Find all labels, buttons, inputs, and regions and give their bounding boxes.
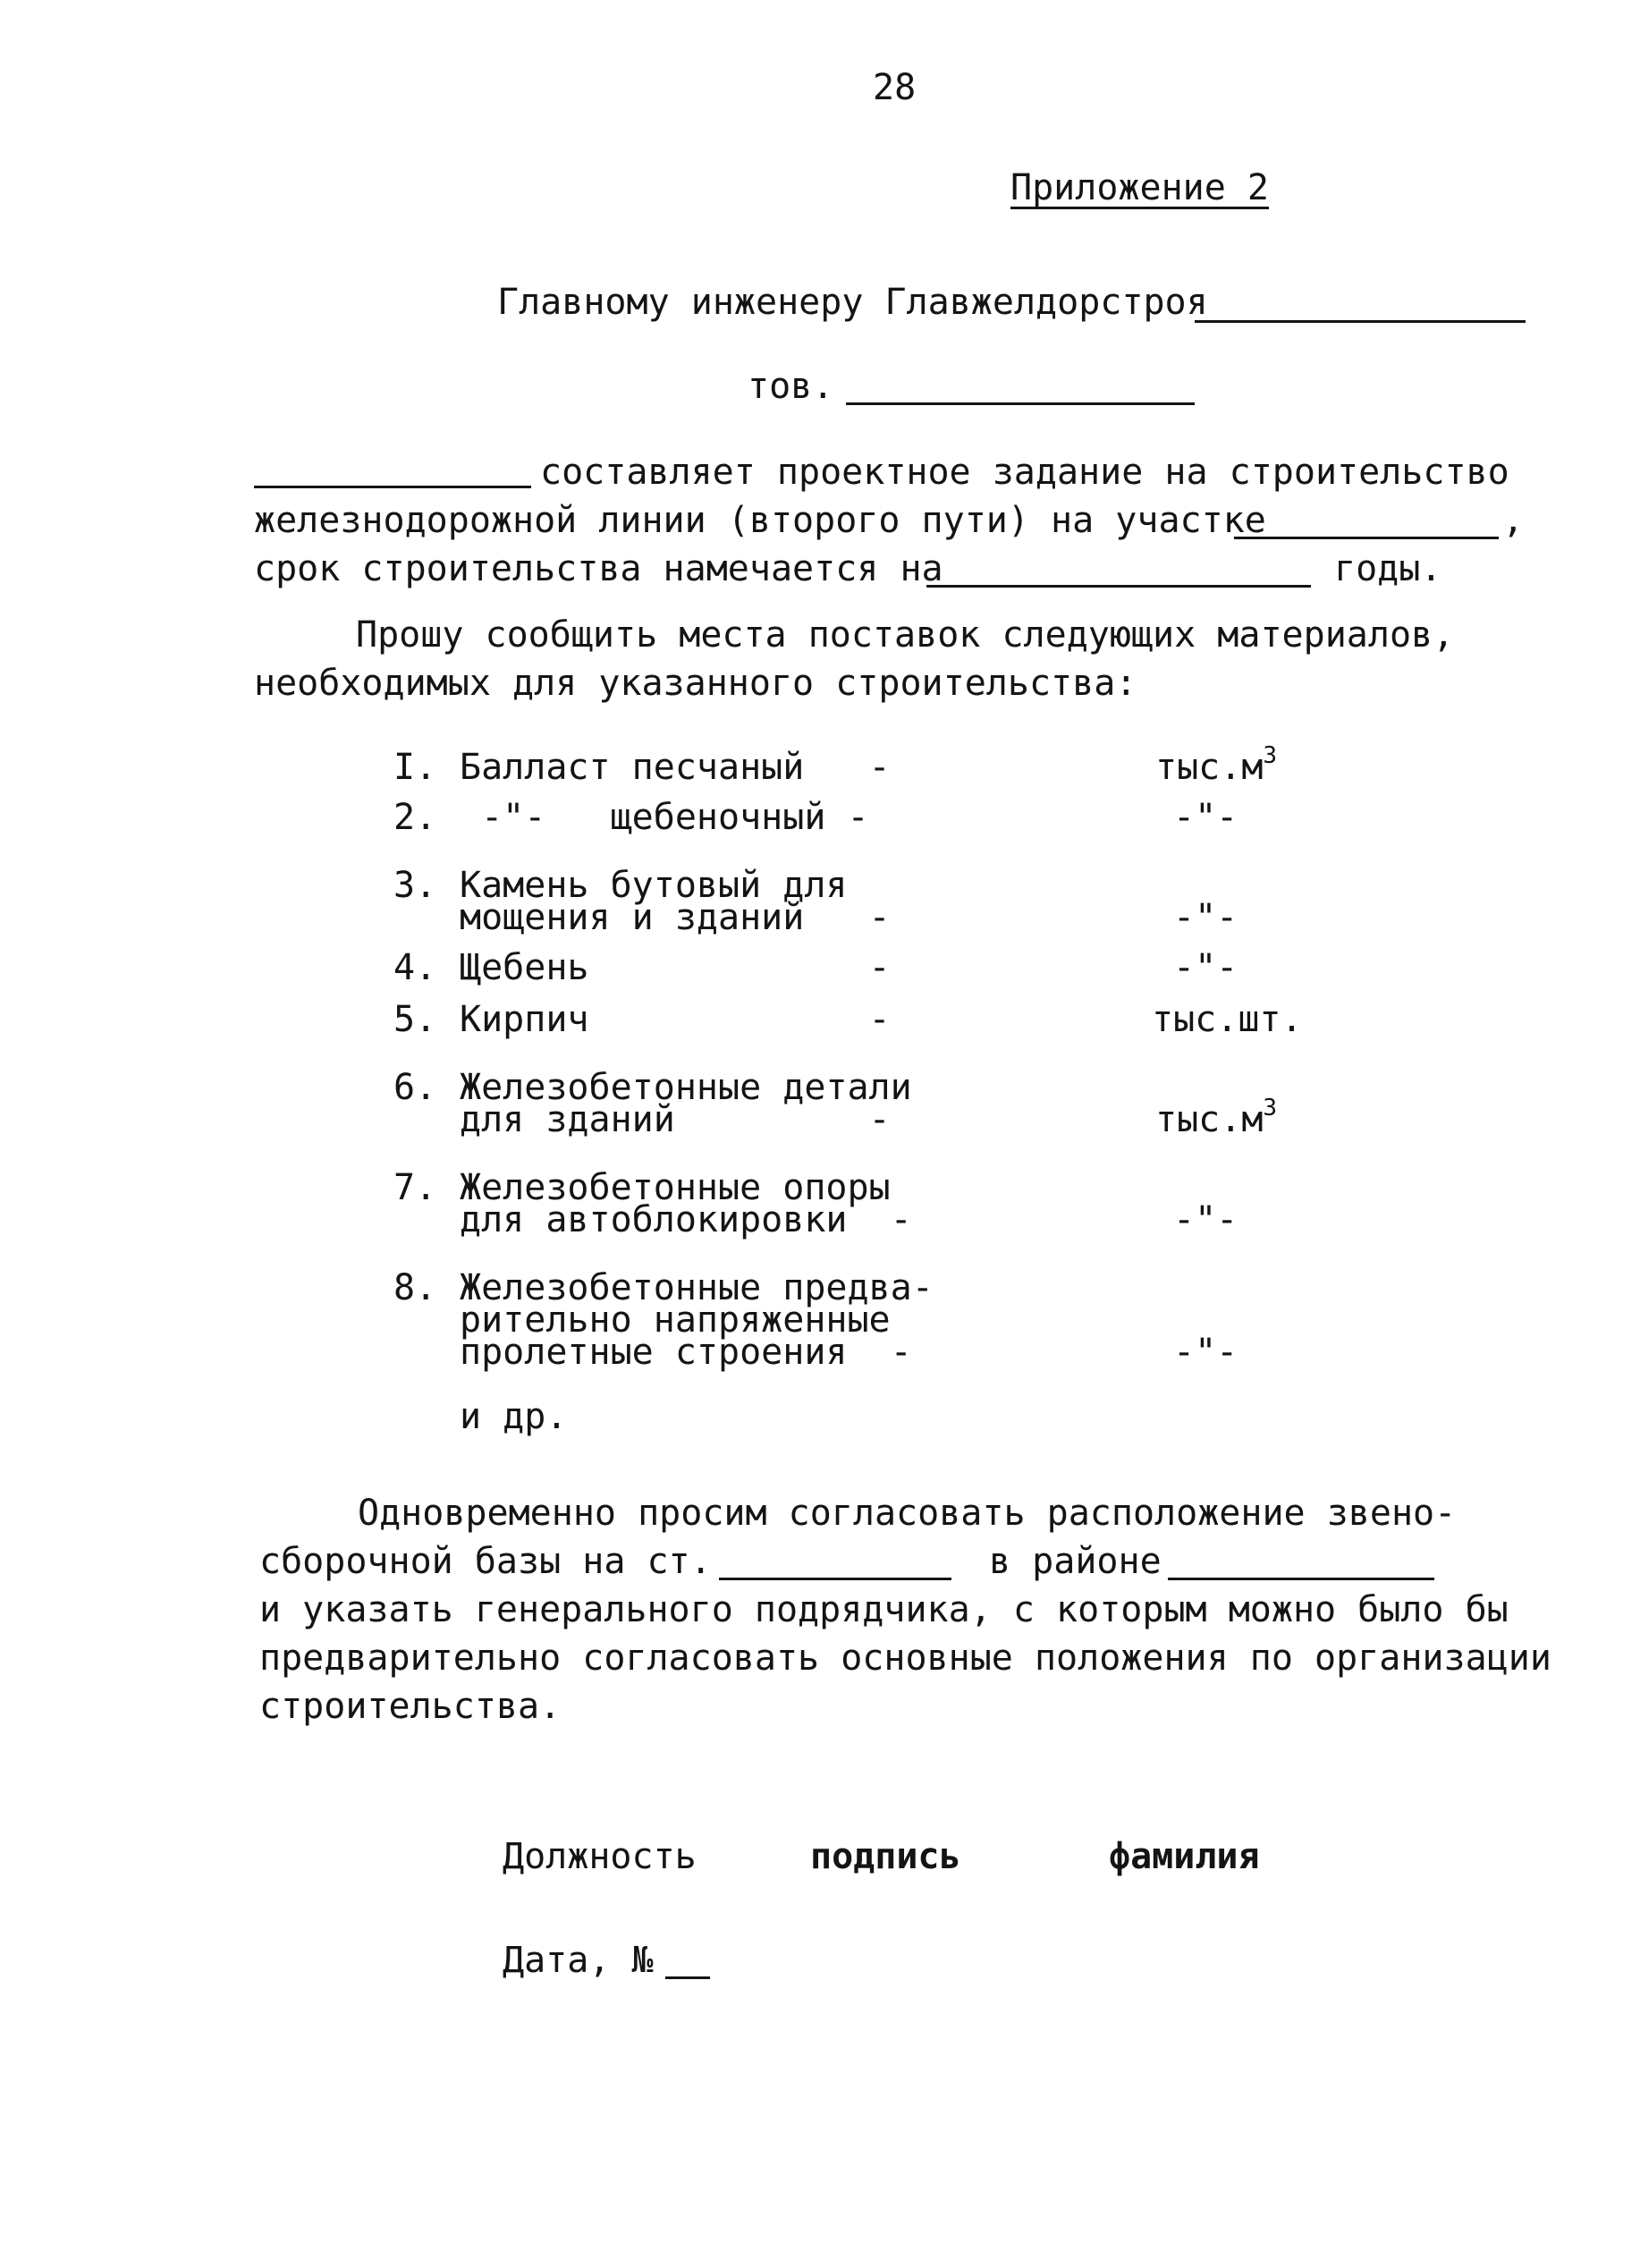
para3-line2-start: сборочной базы на ст. [259,1541,712,1582]
etc-label: и др. [460,1396,568,1437]
material-unit: -"- [1173,947,1238,988]
appendix-label: Приложение 2 [1010,167,1269,208]
term-blank [926,585,1311,588]
section-blank [1234,537,1499,539]
material-unit: тыс.шт. [1152,999,1303,1040]
district-blank [1168,1578,1434,1580]
material-number: 3. [393,865,437,906]
material-name-line: для автоблокировки - [460,1199,912,1240]
material-unit: -"- [1173,1199,1238,1240]
para1-line3-start: срок строительства намечается на [254,548,943,589]
addressee-blank [1195,320,1526,323]
signature-sign: подпись [810,1836,961,1877]
signature-surname: фамилия [1109,1836,1260,1877]
organization-blank [254,486,531,488]
date-label: Дата, № [503,1940,654,1981]
material-name-line: Кирпич - [460,999,891,1040]
material-number: I. [393,747,437,788]
material-number: 2. [393,797,437,838]
para3-line5: строительства. [259,1686,562,1727]
para2-line1: Прошу сообщить места поставок следующих материалов, [356,614,1455,656]
para3-line3: и указать генерального подрядчика, с которым можно было бы [259,1589,1509,1630]
material-name-line: Щебень - [460,947,891,988]
para3-line2-mid: в районе [989,1541,1162,1582]
material-name-line: -"- щебеночный - [460,797,869,838]
para1-line2: железнодорожной линии (второго пути) на участке [254,500,1266,541]
material-name-line: Балласт песчаный - [460,747,891,788]
material-name-line: Камень бутовый для [460,865,848,906]
para1-line3-end: годы. [1334,548,1442,589]
material-unit: $тыс.м^3$ [1155,1095,1278,1140]
station-blank [719,1578,951,1580]
para1-line2-end: , [1502,500,1525,541]
material-unit: $тыс.м^3$ [1155,742,1278,788]
material-name-line: Железобетонные детали [460,1067,912,1108]
signature-position: Должность [503,1836,697,1877]
material-number: 4. [393,947,437,988]
para2-line2: необходимых для указанного строительства: [254,663,1137,704]
material-number: 7. [393,1167,437,1208]
material-name-line: мощения и зданий - [460,897,891,938]
date-number-blank [665,1976,710,1979]
para3-line4: предварительно согласовать основные положения по организации [259,1638,1551,1679]
material-unit: -"- [1173,1332,1238,1373]
material-unit: -"- [1173,897,1238,938]
material-name-line: пролетные строения - [460,1332,912,1373]
material-number: 5. [393,999,437,1040]
comrade-label: тов. [748,366,834,407]
material-name-line: для зданий - [460,1099,891,1140]
para3-line1: Одновременно просим согласовать расположение звено- [358,1493,1457,1534]
page-number: 28 [873,67,917,108]
material-unit: -"- [1173,797,1238,838]
addressee-line: Главному инженеру Главжелдорстроя [497,282,1208,323]
material-name-line: Железобетонные опоры [460,1167,891,1208]
para1-line1: составляет проектное задание на строительство [540,452,1509,493]
material-name-line: рительно напряженные [460,1299,891,1341]
material-number: 6. [393,1067,437,1108]
material-name-line: Железобетонные предва- [460,1267,934,1308]
comrade-blank [846,402,1195,405]
material-number: 8. [393,1267,437,1308]
